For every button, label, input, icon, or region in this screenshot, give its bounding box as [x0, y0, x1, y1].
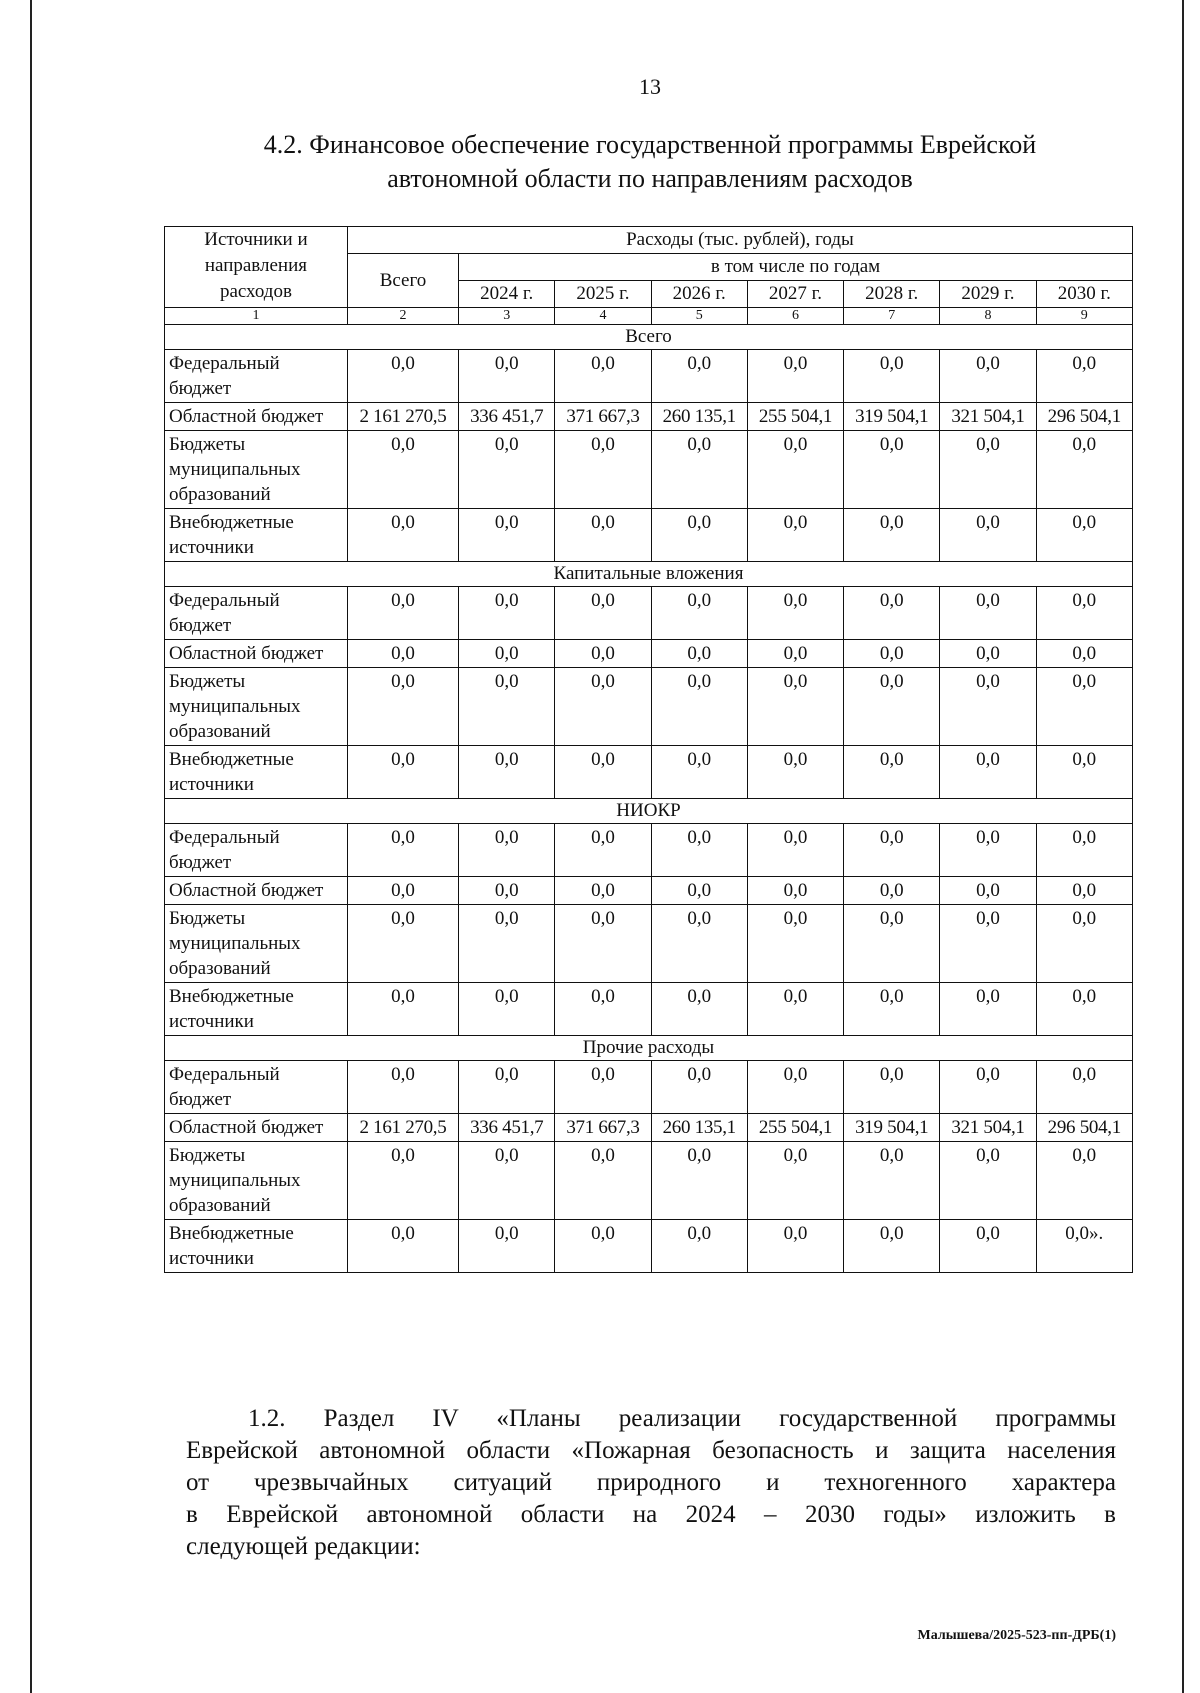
header-year: 2026 г.: [651, 281, 747, 308]
cell-value: 371 667,3: [555, 403, 651, 431]
cell-value: 0,0: [347, 824, 458, 877]
row-label: Федеральный бюджет: [165, 587, 348, 640]
cell-value: 0,0: [651, 1220, 747, 1273]
cell-value: 0,0: [555, 1061, 651, 1114]
cell-value: 0,0: [459, 640, 555, 668]
row-label: Внебюджетные источники: [165, 1220, 348, 1273]
cell-value: 336 451,7: [459, 403, 555, 431]
table-row: [165, 640, 1133, 668]
page-number: 13: [639, 74, 661, 99]
cell-value: 0,0: [844, 905, 940, 983]
cell-value: 0,0: [347, 905, 458, 983]
cell-value: 0,0: [940, 587, 1036, 640]
cell-value: 0,0: [940, 983, 1036, 1036]
cell-value: 0,0: [555, 431, 651, 509]
column-number: 7: [844, 308, 940, 325]
cell-value: 0,0: [747, 587, 843, 640]
cell-value: 0,0: [940, 431, 1036, 509]
cell-value: 321 504,1: [940, 403, 1036, 431]
cell-value: 0,0: [347, 640, 458, 668]
cell-value: 0,0: [844, 746, 940, 799]
page-border-left: [30, 0, 32, 1693]
table-row: [165, 746, 1133, 799]
cell-value: 0,0: [651, 431, 747, 509]
cell-value: 0,0: [940, 877, 1036, 905]
cell-value: 0,0: [459, 350, 555, 403]
cell-value: 0,0: [651, 509, 747, 562]
cell-value: 0,0: [459, 431, 555, 509]
cell-value: 321 504,1: [940, 1114, 1036, 1142]
financing-table-wrapper: [164, 226, 1133, 1273]
column-number: 2: [347, 308, 458, 325]
cell-value: 0,0: [459, 1061, 555, 1114]
table-row: [165, 824, 1133, 877]
cell-value: 0,0: [747, 350, 843, 403]
table-row: [165, 403, 1133, 431]
cell-value: 336 451,7: [459, 1114, 555, 1142]
table-row: [165, 877, 1133, 905]
cell-value: 0,0: [940, 905, 1036, 983]
section-title: Всего: [165, 325, 1133, 350]
cell-value: 0,0: [555, 905, 651, 983]
cell-value: 0,0: [459, 746, 555, 799]
cell-value: 0,0: [347, 668, 458, 746]
cell-value: 0,0: [1036, 509, 1132, 562]
cell-value: 0,0: [844, 668, 940, 746]
cell-value: 0,0: [555, 640, 651, 668]
cell-value: 0,0: [940, 1061, 1036, 1114]
table-row: [165, 350, 1133, 403]
cell-value: 0,0: [651, 350, 747, 403]
cell-value: 0,0: [1036, 640, 1132, 668]
column-number: 6: [747, 308, 843, 325]
section-title: Прочие расходы: [165, 1036, 1133, 1061]
cell-value: 0,0: [747, 1061, 843, 1114]
cell-value: 0,0: [940, 509, 1036, 562]
table-row: [165, 509, 1133, 562]
header-by-years: в том числе по годам: [459, 254, 1133, 281]
cell-value: 0,0: [747, 640, 843, 668]
cell-value: 0,0: [844, 587, 940, 640]
cell-value: 0,0: [651, 668, 747, 746]
cell-value: 0,0: [1036, 350, 1132, 403]
cell-value: 296 504,1: [1036, 1114, 1132, 1142]
cell-value: 319 504,1: [844, 403, 940, 431]
cell-value: 0,0: [747, 824, 843, 877]
header-sources: Источники и направления расходов: [165, 227, 348, 308]
row-label: Внебюджетные источники: [165, 983, 348, 1036]
cell-value: 0,0: [747, 983, 843, 1036]
cell-value: 2 161 270,5: [347, 1114, 458, 1142]
cell-value: 0,0: [940, 640, 1036, 668]
cell-value: 0,0: [459, 877, 555, 905]
cell-value: 0,0: [347, 350, 458, 403]
cell-value: 0,0: [747, 431, 843, 509]
cell-value: 0,0: [1036, 746, 1132, 799]
document-code: Малышева/2025-523-пп-ДРБ(1): [917, 1628, 1116, 1643]
row-label: Областной бюджет: [165, 877, 348, 905]
cell-value: 0,0: [347, 1220, 458, 1273]
cell-value: 0,0: [747, 1220, 843, 1273]
cell-value: 0,0: [844, 877, 940, 905]
cell-value: 0,0: [940, 668, 1036, 746]
cell-value: 0,0: [1036, 431, 1132, 509]
column-number: 4: [555, 308, 651, 325]
row-label: Внебюджетные источники: [165, 746, 348, 799]
cell-value: 0,0: [347, 877, 458, 905]
cell-value: 0,0: [844, 824, 940, 877]
cell-value: 260 135,1: [651, 403, 747, 431]
cell-value: 0,0: [747, 509, 843, 562]
cell-value: 260 135,1: [651, 1114, 747, 1142]
cell-value: 0,0: [555, 350, 651, 403]
cell-value: 255 504,1: [747, 1114, 843, 1142]
cell-value: 0,0: [940, 1142, 1036, 1220]
cell-value: 0,0: [555, 1142, 651, 1220]
cell-value: 0,0: [555, 587, 651, 640]
cell-value: 0,0: [347, 509, 458, 562]
cell-value: 2 161 270,5: [347, 403, 458, 431]
cell-value: 0,0: [747, 1142, 843, 1220]
cell-value: 0,0: [459, 587, 555, 640]
header-year: 2030 г.: [1036, 281, 1132, 308]
section-row: [165, 799, 1133, 824]
header-year: 2025 г.: [555, 281, 651, 308]
table-row: [165, 1142, 1133, 1220]
cell-value: 0,0: [459, 668, 555, 746]
cell-value: 0,0: [844, 509, 940, 562]
heading-line-2: автономной области по направлениям расходов: [387, 164, 913, 193]
cell-value: 0,0: [555, 509, 651, 562]
column-number: 5: [651, 308, 747, 325]
row-label: Бюджеты муниципальных образований: [165, 431, 348, 509]
cell-value: 0,0: [844, 640, 940, 668]
cell-value: 319 504,1: [844, 1114, 940, 1142]
row-label: Бюджеты муниципальных образований: [165, 668, 348, 746]
cell-value: 0,0: [844, 1142, 940, 1220]
cell-value: 0,0: [651, 587, 747, 640]
table-row: [165, 1061, 1133, 1114]
row-label: Федеральный бюджет: [165, 824, 348, 877]
cell-value: 0,0: [844, 350, 940, 403]
row-label: Областной бюджет: [165, 640, 348, 668]
table-row: [165, 905, 1133, 983]
cell-value: 0,0: [940, 746, 1036, 799]
section-row: [165, 562, 1133, 587]
cell-value: 0,0: [651, 746, 747, 799]
table-row: [165, 668, 1133, 746]
table-row: [165, 1220, 1133, 1273]
paragraph-line: от чрезвычайных ситуаций природного и техногенного характера: [186, 1469, 1116, 1496]
cell-value: 0,0: [459, 983, 555, 1036]
cell-value: 0,0: [1036, 877, 1132, 905]
cell-value: 0,0: [747, 905, 843, 983]
column-number: 1: [165, 308, 348, 325]
cell-value: 296 504,1: [1036, 403, 1132, 431]
cell-value: 0,0: [555, 824, 651, 877]
cell-value: 255 504,1: [747, 403, 843, 431]
paragraph-line: Еврейской автономной области «Пожарная безопасность и защита населения: [186, 1437, 1116, 1464]
cell-value: 0,0: [555, 668, 651, 746]
cell-value: 0,0: [555, 877, 651, 905]
cell-value: 0,0: [940, 824, 1036, 877]
row-label: Федеральный бюджет: [165, 350, 348, 403]
cell-value: 0,0: [459, 1142, 555, 1220]
cell-value: 0,0: [1036, 587, 1132, 640]
cell-value: 0,0: [1036, 1142, 1132, 1220]
column-number: 3: [459, 308, 555, 325]
cell-value: 0,0: [347, 431, 458, 509]
row-label: Бюджеты муниципальных образований: [165, 905, 348, 983]
header-year: 2027 г.: [747, 281, 843, 308]
amendment-paragraph: [186, 1403, 1116, 1563]
cell-value: 0,0: [651, 824, 747, 877]
cell-value: 0,0: [651, 640, 747, 668]
row-label: Федеральный бюджет: [165, 1061, 348, 1114]
cell-value: 371 667,3: [555, 1114, 651, 1142]
cell-value: 0,0: [1036, 905, 1132, 983]
cell-value: 0,0: [347, 587, 458, 640]
cell-value: 0,0: [844, 983, 940, 1036]
table-row: [165, 983, 1133, 1036]
section-row: [165, 1036, 1133, 1061]
table-row: [165, 431, 1133, 509]
cell-value: 0,0: [1036, 983, 1132, 1036]
row-label: Бюджеты муниципальных образований: [165, 1142, 348, 1220]
cell-value: 0,0: [651, 905, 747, 983]
cell-value: 0,0: [1036, 668, 1132, 746]
table-row: [165, 1114, 1133, 1142]
table-row: [165, 587, 1133, 640]
cell-value: 0,0: [940, 350, 1036, 403]
cell-value: 0,0: [844, 1061, 940, 1114]
header-year: 2029 г.: [940, 281, 1036, 308]
cell-value: 0,0: [747, 877, 843, 905]
section-heading: [150, 128, 1150, 196]
row-label: Областной бюджет: [165, 403, 348, 431]
cell-value: 0,0: [747, 746, 843, 799]
column-number: 9: [1036, 308, 1132, 325]
paragraph-line: следующей редакции:: [186, 1533, 421, 1560]
cell-value: 0,0: [555, 983, 651, 1036]
cell-value: 0,0: [555, 1220, 651, 1273]
cell-value: 0,0: [651, 983, 747, 1036]
paragraph-line: 1.2. Раздел IV «Планы реализации государственной программы: [248, 1405, 1116, 1432]
cell-value: 0,0: [459, 1220, 555, 1273]
row-label: Внебюджетные источники: [165, 509, 348, 562]
page-border-right: [1182, 0, 1184, 1693]
cell-value: 0,0: [651, 1142, 747, 1220]
header-year: 2024 г.: [459, 281, 555, 308]
cell-value: 0,0: [651, 877, 747, 905]
cell-value: 0,0: [347, 1142, 458, 1220]
section-title: НИОКР: [165, 799, 1133, 824]
cell-value: 0,0: [1036, 1061, 1132, 1114]
cell-value: 0,0: [347, 1061, 458, 1114]
cell-value: 0,0: [844, 1220, 940, 1273]
section-row: [165, 325, 1133, 350]
heading-line-1: 4.2. Финансовое обеспечение государственной программы Еврейской: [263, 130, 1037, 159]
column-number: 8: [940, 308, 1036, 325]
cell-value: 0,0».: [1036, 1220, 1132, 1273]
cell-value: 0,0: [347, 746, 458, 799]
cell-value: 0,0: [347, 983, 458, 1036]
header-expenses: Расходы (тыс. рублей), годы: [347, 227, 1132, 254]
section-title: Капитальные вложения: [165, 562, 1133, 587]
cell-value: 0,0: [940, 1220, 1036, 1273]
cell-value: 0,0: [651, 1061, 747, 1114]
cell-value: 0,0: [555, 746, 651, 799]
row-label: Областной бюджет: [165, 1114, 348, 1142]
cell-value: 0,0: [459, 824, 555, 877]
cell-value: 0,0: [844, 431, 940, 509]
paragraph-line: в Еврейской автономной области на 2024 – 2030 годы» изложить в: [186, 1501, 1116, 1528]
header-total: Всего: [347, 254, 458, 308]
financing-table: [164, 226, 1133, 1273]
header-year: 2028 г.: [844, 281, 940, 308]
cell-value: 0,0: [459, 905, 555, 983]
cell-value: 0,0: [747, 668, 843, 746]
cell-value: 0,0: [1036, 824, 1132, 877]
cell-value: 0,0: [459, 509, 555, 562]
